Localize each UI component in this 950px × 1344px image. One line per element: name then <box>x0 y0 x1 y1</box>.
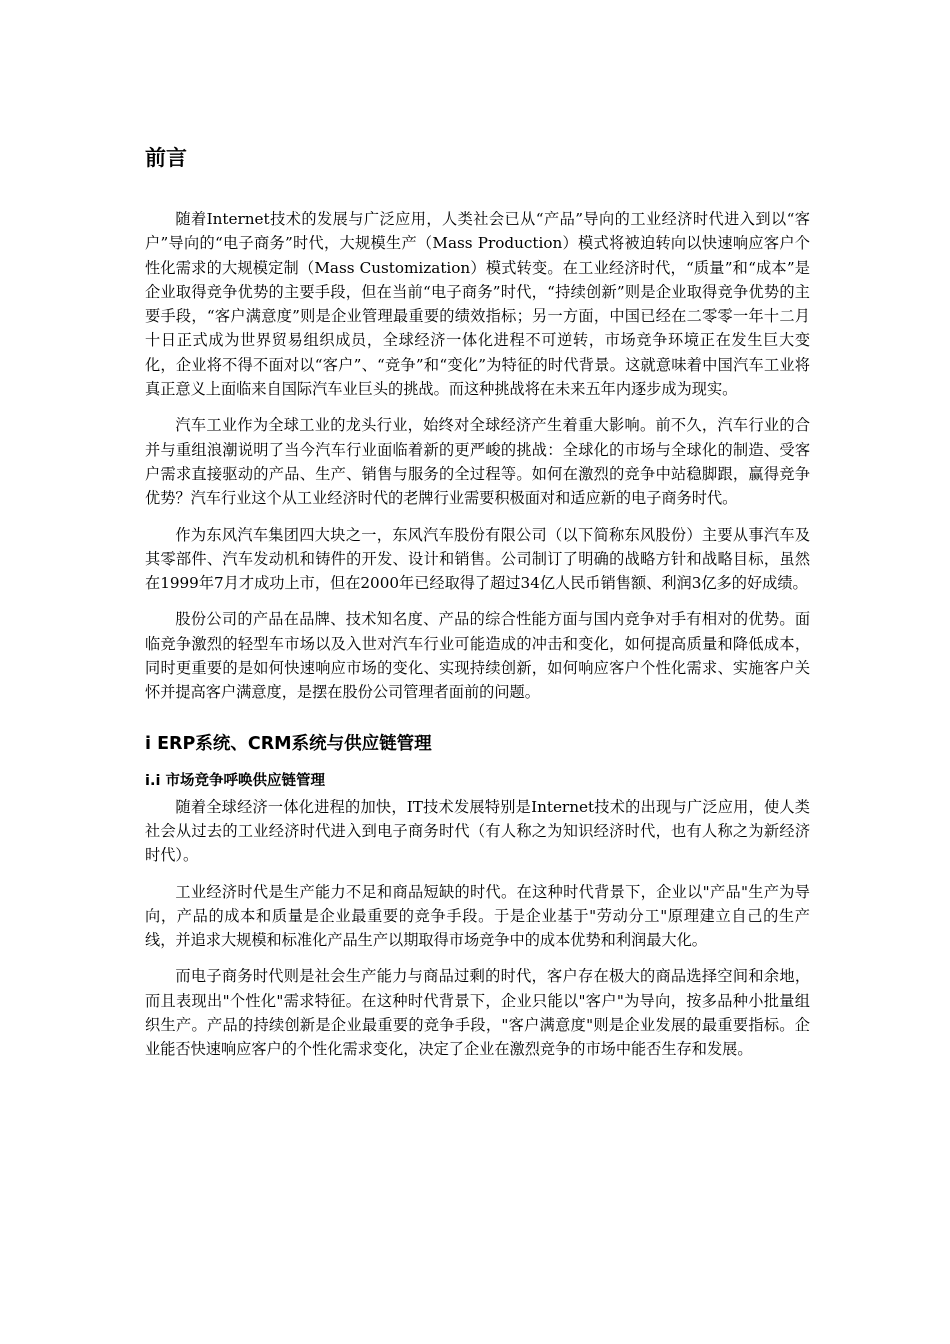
subsection-heading: i.i 市场竞争呼唤供应链管理 <box>145 772 325 789</box>
preface-paragraph-2: 汽车工业作为全球工业的龙头行业，始终对全球经济产生着重大影响。前不久，汽车行业的合并与重组浪潮说明了当今汽车行业面临着新的更严峻的挑战：全球化的市场与全球化的制造、受客户需求直接驱动的产品、生产、销售与服务的全过程等。如何在激烈的竞争中站稳脚跟，赢得竞争优势？汽车行业这个从工业经济时代的老牌行业需要积极面对和适应新的电子商务时代。 <box>145 416 810 508</box>
preface-paragraph-1: 随着Internet技术的发展与广泛应用，人类社会已从“产品”导向的工业经济时代进入到以“客户”导向的“电子商务”时代，大规模生产（Mass Production）模式将被迫转向以快速响应客户个性化需求的大规模定制（Mass Customization）模式转变。在工业经济时代，“质量”和“成本”是企业取得竞争优势的主要手段，但在当前“电子商务”时代，“持续创新”则是企业取得竞争优势的主要手段，“客户满意度”则是企业管理最重要的绩效指标；另一方面，中国已经在二零零一年十二月十日正式成为世界贸易组织成员，全球经济一体化进程不可逆转，市场竞争环境正在发生巨大变化，企业将不得不面对以“客户”、“竞争”和“变化”为特征的时代背景。这就意味着中国汽车工业将真正意义上面临来自国际汽车业巨头的挑战。而这种挑战将在未来五年内逐步成为现实。 <box>145 210 810 399</box>
preface-paragraph-3: 作为东风汽车集团四大块之一，东风汽车股份有限公司（以下简称东风股份）主要从事汽车及其零部件、汽车发动机和铸件的开发、设计和销售。公司制订了明确的战略方针和战略目标，虽然在1999年7月才成功上市，但在2000年已经取得了超过34亿人民币销售额、利润3亿多的好成绩。 <box>145 525 810 593</box>
preface-paragraph-4: 股份公司的产品在品牌、技术知名度、产品的综合性能方面与国内竞争对手有相对的优势。面临竞争激烈的轻型车市场以及入世对汽车行业可能造成的冲击和变化，如何提高质量和降低成本，同时更重要的是如何快速响应市场的变化、实现持续创新，如何响应客户个性化需求、实施客户关怀并提高客户满意度，是摆在股份公司管理者面前的问题。 <box>145 610 810 702</box>
section-paragraph-2: 工业经济时代是生产能力不足和商品短缺的时代。在这种时代背景下，企业以"产品"生产为导向，产品的成本和质量是企业最重要的竞争手段。于是企业基于"劳动分工"原理建立自己的生产线，并追求大规模和标准化产品生产以期取得市场竞争中的成本优势和利润最大化。 <box>145 882 810 950</box>
section-heading: i ERP系统、CRM系统与供应链管理 <box>145 733 432 754</box>
section-paragraph-1: 随着全球经济一体化进程的加快，IT技术发展特别是Internet技术的出现与广泛应用，使人类社会从过去的工业经济时代进入到电子商务时代（有人称之为知识经济时代，也有人称之为新经济时代）。 <box>145 797 810 865</box>
section-paragraph-3: 而电子商务时代则是社会生产能力与商品过剩的时代，客户存在极大的商品选择空间和余地，而且表现出"个性化"需求特征。在这种时代背景下，企业只能以"客户"为导向，按多品种小批量组织生产。产品的持续创新是企业最重要的竞争手段，"客户满意度"则是企业发展的最重要指标。企业能否快速响应客户的个性化需求变化，决定了企业在激烈竞争的市场中能否生存和发展。 <box>145 967 810 1059</box>
document-page <box>145 143 810 1074</box>
preface-title: 前言 <box>145 146 187 170</box>
